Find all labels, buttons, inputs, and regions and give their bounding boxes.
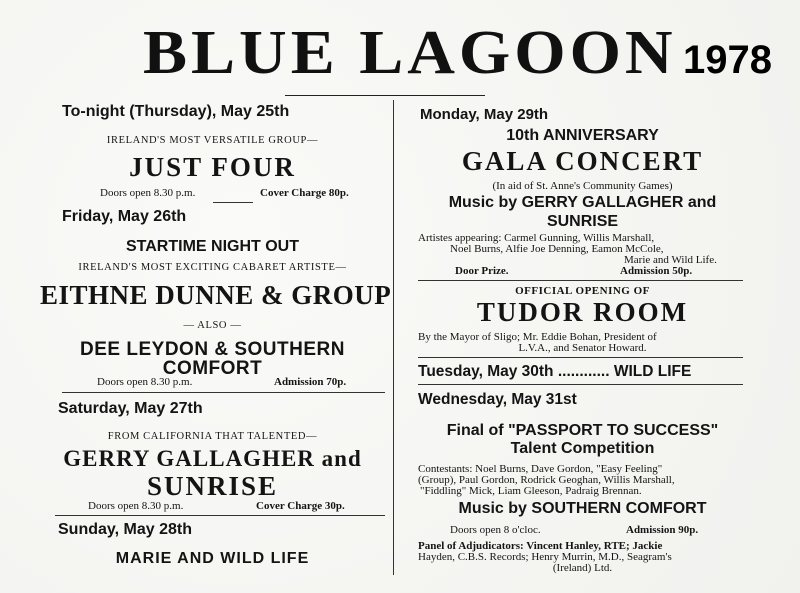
wednesday-music: Music by SOUTHERN COMFORT (458, 500, 707, 517)
thursday-act: JUST FOUR (129, 152, 296, 182)
final-title: Final of "PASSPORT TO SUCCESS" (446, 422, 719, 439)
friday-admission: Admission 70p. (274, 376, 347, 388)
official-opening: OFFICIAL OPENING OF (515, 285, 650, 297)
mayor-line2: L.V.A., and Senator Howard. (518, 342, 647, 354)
wednesday-doors: Doors open 8 o'cloc. (450, 524, 541, 536)
saturday-rule (55, 515, 385, 516)
tudor-room: TUDOR ROOM (476, 297, 689, 327)
monday-admission: Admission 50p. (620, 265, 693, 277)
panel-line2: Hayden, C.B.S. Records; Henry Murrin, M.D., Seagram's (418, 551, 672, 563)
saturday-tagline: FROM CALIFORNIA THAT TALENTED— (107, 431, 318, 442)
friday-rule (62, 392, 385, 393)
tuesday-rule (418, 384, 743, 385)
thursday-date: To-night (Thursday), May 25th (62, 103, 290, 120)
saturday-act-line2: SUNRISE (146, 471, 279, 501)
saturday-cover-charge: Cover Charge 30p. (256, 500, 345, 512)
friday-act2-line2: COMFORT (162, 358, 263, 379)
header-underline (285, 95, 485, 96)
panel-line1: Panel of Adjudicators: Vincent Hanley, RTE; Jackie (418, 540, 663, 552)
monday-gala-concert: GALA CONCERT (461, 146, 704, 176)
artistes-line2: Noel Burns, Alfie Joe Denning, Eamon McCole, (450, 243, 664, 255)
column-divider (393, 100, 394, 575)
monday-anniversary: 10th ANNIVERSARY (506, 127, 659, 144)
thursday-tagline: IRELAND'S MOST VERSATILE GROUP— (106, 135, 319, 146)
mayor-line1: By the Mayor of Sligo; Mr. Eddie Bohan, President of (418, 331, 657, 343)
sunday-date: Sunday, May 28th (58, 521, 192, 538)
friday-tagline: IRELAND'S MOST EXCITING CABARET ARTISTE— (78, 262, 347, 273)
friday-doors: Doors open 8.30 p.m. (97, 376, 193, 388)
friday-act2-line1: DEE LEYDON & SOUTHERN (80, 339, 345, 360)
door-prize: Door Prize. (455, 265, 509, 277)
contestants-line3: "Fiddling" Mick, Liam Gleeson, Padraig Brennan. (420, 485, 642, 497)
tudor-rule (418, 357, 743, 358)
thursday-cover-charge: Cover Charge 80p. (260, 187, 349, 199)
contestants-line2: (Group), Paul Gordon, Rodrick Geoghan, Willis Marshall, (418, 474, 675, 486)
saturday-doors: Doors open 8.30 p.m. (88, 500, 184, 512)
talent-competition: Talent Competition (510, 440, 655, 457)
year-label: 1978 (683, 38, 772, 82)
venue-title: BLUE LAGOON (143, 17, 677, 88)
monday-aid-note: (In aid of St. Anne's Community Games) (492, 180, 673, 192)
sunday-act: MARIE AND WILD LIFE (115, 550, 310, 567)
tuesday-line: Tuesday, May 30th ............ WILD LIFE (418, 363, 692, 380)
thursday-doors: Doors open 8.30 p.m. (100, 187, 196, 199)
friday-event: STARTIME NIGHT OUT (125, 238, 300, 255)
artistes-line1: Artistes appearing: Carmel Gunning, Willis Marshall, (418, 232, 655, 244)
monday-rule (418, 280, 743, 281)
wednesday-admission: Admission 90p. (626, 524, 699, 536)
wednesday-date: Wednesday, May 31st (418, 391, 577, 408)
saturday-act-line1: GERRY GALLAGHER and (63, 446, 362, 471)
artistes-line3: Marie and Wild Life. (624, 254, 717, 266)
panel-line3: (Ireland) Ltd. (552, 562, 613, 574)
friday-date: Friday, May 26th (62, 208, 187, 225)
friday-also: — ALSO — (183, 320, 242, 331)
monday-date: Monday, May 29th (420, 106, 549, 123)
saturday-date: Saturday, May 27th (58, 400, 203, 417)
thursday-rule (213, 202, 253, 203)
contestants-line1: Contestants: Noel Burns, Dave Gordon, "Easy Feeling" (418, 463, 663, 475)
friday-act: EITHNE DUNNE & GROUP (40, 280, 392, 310)
monday-music-line1: Music by GERRY GALLAGHER and (448, 194, 717, 211)
monday-music-line2: SUNRISE (546, 213, 619, 230)
